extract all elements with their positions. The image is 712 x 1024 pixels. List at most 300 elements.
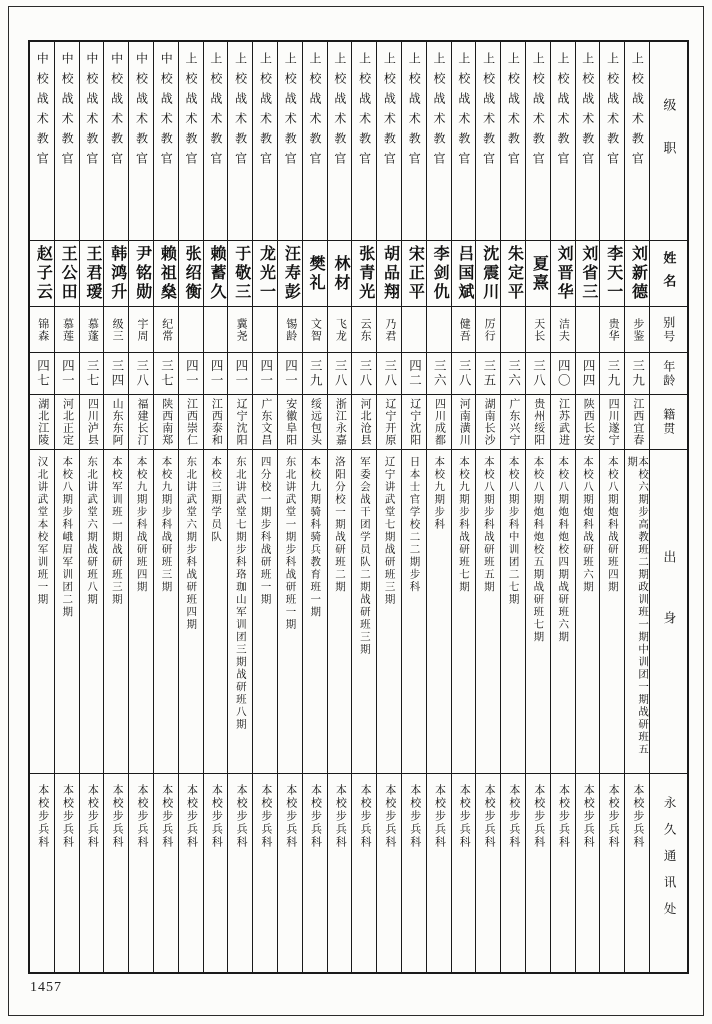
alias-text: 飞龙 — [334, 317, 347, 342]
header-name-label: 姓名 — [661, 250, 677, 297]
origin-text: 四分校一期步科战研班一期 — [259, 456, 271, 606]
address-cell — [129, 773, 153, 972]
alias-cell — [427, 306, 451, 352]
origin-text: 本校八期炮科炮校五期战研班七期 — [532, 456, 544, 644]
address-cell — [352, 773, 376, 972]
name-cell — [104, 240, 128, 306]
native-place-cell — [253, 394, 277, 449]
person-column — [550, 42, 575, 972]
origin-text: 本校九期步科战研班三期 — [160, 456, 172, 594]
person-column — [153, 42, 178, 972]
origin-text: 汉北讲武堂本校军训班一期 — [36, 456, 48, 606]
person-column — [451, 42, 476, 972]
header-name-cell — [650, 240, 687, 306]
origin-cell — [278, 449, 302, 773]
alias-cell — [551, 306, 575, 352]
alias-cell — [526, 306, 550, 352]
alias-text: 冀尧 — [235, 317, 248, 342]
person-name: 李天一 — [604, 245, 622, 302]
native-place-text: 贵州绥阳 — [532, 398, 545, 446]
header-address-label: 永久通讯处 — [662, 796, 677, 929]
age-cell — [204, 352, 228, 394]
age-text: 三八 — [333, 359, 348, 388]
origin-cell — [501, 449, 525, 773]
origin-cell — [402, 449, 426, 773]
rank-cell — [625, 42, 649, 240]
age-text: 四一 — [209, 359, 224, 388]
address-text: 本校步兵科 — [259, 784, 272, 849]
origin-cell — [55, 449, 79, 773]
age-text: 三六 — [432, 359, 447, 388]
header-alias-cell — [650, 306, 687, 352]
alias-cell — [377, 306, 401, 352]
address-text: 本校步兵科 — [235, 784, 248, 849]
age-text: 四〇 — [556, 359, 571, 388]
rank-cell — [576, 42, 600, 240]
header-address-cell — [650, 773, 687, 972]
native-place-cell — [427, 394, 451, 449]
address-cell — [204, 773, 228, 972]
origin-text: 本校九期步科战研班七期 — [458, 456, 470, 594]
address-cell — [179, 773, 203, 972]
name-cell — [278, 240, 302, 306]
rank-text: 上校战术教官 — [432, 52, 447, 172]
origin-cell — [328, 449, 352, 773]
native-place-cell — [30, 394, 54, 449]
age-cell — [377, 352, 401, 394]
native-place-cell — [526, 394, 550, 449]
rank-text: 上校战术教官 — [283, 52, 298, 172]
address-text: 本校步兵科 — [61, 784, 74, 849]
rank-cell — [501, 42, 525, 240]
header-origin-cell — [650, 449, 687, 773]
age-text: 四四 — [581, 359, 596, 388]
alias-text: 慕蓬 — [86, 317, 99, 342]
person-column — [79, 42, 104, 972]
address-text: 本校步兵科 — [86, 784, 99, 849]
person-column — [624, 42, 649, 972]
person-column — [227, 42, 252, 972]
native-place-text: 陕西南郑 — [160, 398, 173, 446]
address-text: 本校步兵科 — [36, 784, 49, 849]
native-place-text: 河南潢川 — [458, 398, 471, 446]
age-cell — [179, 352, 203, 394]
address-cell — [452, 773, 476, 972]
rank-cell — [228, 42, 252, 240]
native-place-cell — [476, 394, 500, 449]
alias-cell — [576, 306, 600, 352]
address-cell — [30, 773, 54, 972]
name-cell — [154, 240, 178, 306]
person-column — [376, 42, 401, 972]
name-cell — [377, 240, 401, 306]
person-name: 沈震川 — [480, 245, 498, 302]
name-cell — [204, 240, 228, 306]
origin-cell — [204, 449, 228, 773]
native-place-cell — [600, 394, 624, 449]
alias-text: 慕莲 — [61, 317, 74, 342]
rank-text: 上校战术教官 — [308, 52, 323, 172]
address-text: 本校步兵科 — [483, 784, 496, 849]
address-text: 本校步兵科 — [210, 784, 223, 849]
header-age-cell — [650, 352, 687, 394]
person-name: 于敬三 — [232, 245, 250, 302]
name-cell — [625, 240, 649, 306]
rank-cell — [278, 42, 302, 240]
age-cell — [476, 352, 500, 394]
alias-text: 洁夫 — [557, 317, 570, 342]
origin-cell — [228, 449, 252, 773]
person-name: 刘晋华 — [555, 245, 573, 302]
rank-text: 上校战术教官 — [580, 52, 595, 172]
address-text: 本校步兵科 — [359, 784, 372, 849]
native-place-text: 陕西长安 — [582, 398, 595, 446]
origin-text: 本校九期步科 — [433, 456, 445, 531]
address-text: 本校步兵科 — [631, 784, 644, 849]
register-table — [28, 40, 689, 974]
native-place-cell — [204, 394, 228, 449]
alias-cell — [204, 306, 228, 352]
age-cell — [154, 352, 178, 394]
address-text: 本校步兵科 — [383, 784, 396, 849]
person-column — [401, 42, 426, 972]
origin-text: 本校八期炮科炮校四期战研班六期 — [557, 456, 569, 644]
native-place-cell — [352, 394, 376, 449]
age-cell — [80, 352, 104, 394]
rank-cell — [402, 42, 426, 240]
native-place-text: 安徽阜阳 — [284, 398, 297, 446]
age-cell — [625, 352, 649, 394]
age-text: 三九 — [605, 359, 620, 388]
address-text: 本校步兵科 — [284, 784, 297, 849]
person-column — [30, 42, 54, 972]
rank-text: 上校战术教官 — [605, 52, 620, 172]
alias-text: 步鉴 — [631, 317, 644, 342]
native-place-text: 福建长汀 — [135, 398, 148, 446]
address-cell — [576, 773, 600, 972]
age-cell — [253, 352, 277, 394]
rank-cell — [526, 42, 550, 240]
alias-cell — [452, 306, 476, 352]
name-cell — [551, 240, 575, 306]
age-text: 四二 — [407, 359, 422, 388]
person-name: 赖祖燊 — [158, 245, 176, 302]
rank-text: 上校战术教官 — [506, 52, 521, 172]
age-text: 四一 — [258, 359, 273, 388]
person-name: 赵子云 — [34, 245, 52, 302]
origin-text: 本校军训班一期战研班三期 — [110, 456, 122, 606]
age-cell — [278, 352, 302, 394]
name-cell — [80, 240, 104, 306]
person-column — [327, 42, 352, 972]
name-cell — [55, 240, 79, 306]
rank-cell — [55, 42, 79, 240]
address-cell — [625, 773, 649, 972]
rank-cell — [80, 42, 104, 240]
native-place-text: 江苏武进 — [557, 398, 570, 446]
native-place-cell — [278, 394, 302, 449]
origin-cell — [427, 449, 451, 773]
rank-text: 上校战术教官 — [531, 52, 546, 172]
native-place-text: 浙江永嘉 — [334, 398, 347, 446]
person-column — [500, 42, 525, 972]
address-text: 本校步兵科 — [557, 784, 570, 849]
native-place-text: 湖北江陵 — [36, 398, 49, 446]
alias-cell — [278, 306, 302, 352]
address-text: 本校步兵科 — [582, 784, 595, 849]
age-text: 三八 — [134, 359, 149, 388]
rank-text: 上校战术教官 — [556, 52, 570, 172]
person-name: 胡品翔 — [381, 245, 399, 302]
origin-text: 日本士官学校二二期步科 — [408, 456, 420, 594]
address-cell — [303, 773, 327, 972]
origin-cell — [154, 449, 178, 773]
native-place-cell — [402, 394, 426, 449]
native-place-text: 四川遂宁 — [607, 398, 620, 446]
address-cell — [228, 773, 252, 972]
rank-cell — [377, 42, 401, 240]
native-place-cell — [625, 394, 649, 449]
rank-text: 中校战术教官 — [109, 52, 124, 172]
rank-text: 上校战术教官 — [332, 52, 347, 172]
age-text: 四一 — [283, 359, 298, 388]
name-cell — [526, 240, 550, 306]
person-name: 朱定平 — [505, 245, 523, 302]
rank-text: 中校战术教官 — [35, 52, 50, 172]
rank-text: 中校战术教官 — [84, 52, 99, 172]
native-place-text: 辽宁沈阳 — [235, 398, 248, 446]
rank-cell — [204, 42, 228, 240]
native-place-cell — [303, 394, 327, 449]
rank-cell — [476, 42, 500, 240]
origin-text: 东北讲武堂六期战研班八期 — [86, 456, 98, 606]
alias-text: 级三 — [111, 317, 124, 342]
alias-cell — [104, 306, 128, 352]
alias-cell — [55, 306, 79, 352]
origin-text: 辽宁讲武堂七期战研班三期 — [383, 456, 395, 606]
person-name: 韩鸿升 — [108, 245, 126, 302]
name-cell — [427, 240, 451, 306]
origin-cell — [30, 449, 54, 773]
header-native-place-label: 籍贯 — [661, 408, 676, 436]
age-cell — [526, 352, 550, 394]
rank-cell — [600, 42, 624, 240]
rank-cell — [104, 42, 128, 240]
origin-cell — [303, 449, 327, 773]
person-column — [252, 42, 277, 972]
address-cell — [476, 773, 500, 972]
rank-cell — [551, 42, 575, 240]
person-column — [475, 42, 500, 972]
alias-text: 锦森 — [36, 317, 49, 342]
address-text: 本校步兵科 — [111, 784, 124, 849]
alias-cell — [402, 306, 426, 352]
person-name: 王公田 — [59, 245, 77, 302]
alias-text: 宇周 — [135, 317, 148, 342]
age-text: 三八 — [382, 359, 397, 388]
alias-cell — [303, 306, 327, 352]
origin-text: 本校三期学员队 — [210, 456, 222, 544]
address-cell — [551, 773, 575, 972]
origin-cell — [526, 449, 550, 773]
rank-text: 上校战术教官 — [208, 52, 223, 172]
origin-cell — [129, 449, 153, 773]
origin-text: 洛阳分校一期战研班二期 — [334, 456, 346, 594]
address-cell — [104, 773, 128, 972]
origin-text: 军委会战干团学员队二期战研班三期 — [358, 456, 370, 656]
origin-text: 东北讲武堂七期步科珞珈山军训团三期战研班八期 — [234, 456, 246, 731]
alias-cell — [253, 306, 277, 352]
header-origin-label: 出身 — [661, 550, 677, 672]
rank-text: 上校战术教官 — [456, 52, 471, 172]
alias-text: 乃君 — [383, 317, 396, 342]
alias-text: 文智 — [309, 317, 322, 342]
origin-cell — [80, 449, 104, 773]
address-text: 本校步兵科 — [458, 784, 471, 849]
name-cell — [30, 240, 54, 306]
alias-text: 厉行 — [483, 317, 496, 342]
age-text: 三八 — [357, 359, 372, 388]
age-cell — [551, 352, 575, 394]
page-number: 1457 — [30, 980, 62, 995]
row-label-column — [649, 42, 687, 972]
age-text: 三七 — [159, 359, 174, 388]
alias-text: 锡龄 — [284, 317, 297, 342]
alias-cell — [154, 306, 178, 352]
rank-cell — [352, 42, 376, 240]
age-text: 四七 — [35, 359, 50, 388]
person-name: 刘新德 — [629, 245, 647, 302]
native-place-text: 四川泸县 — [86, 398, 99, 446]
address-text: 本校步兵科 — [135, 784, 148, 849]
person-column — [351, 42, 376, 972]
native-place-cell — [551, 394, 575, 449]
alias-cell — [129, 306, 153, 352]
address-text: 本校步兵科 — [309, 784, 322, 849]
age-text: 四一 — [184, 359, 199, 388]
alias-text: 云东 — [359, 317, 372, 342]
rank-text: 中校战术教官 — [159, 52, 174, 172]
person-column — [54, 42, 79, 972]
origin-text: 东北讲武堂一期步科战研班一期 — [284, 456, 296, 631]
alias-cell — [179, 306, 203, 352]
native-place-cell — [576, 394, 600, 449]
origin-text: 本校八期炮科战研班四期 — [606, 456, 618, 594]
alias-cell — [625, 306, 649, 352]
name-cell — [402, 240, 426, 306]
address-text: 本校步兵科 — [607, 784, 620, 849]
origin-text: 东北讲武堂六期步科战研班四期 — [185, 456, 197, 631]
alias-cell — [600, 306, 624, 352]
native-place-text: 江西崇仁 — [185, 398, 198, 446]
address-cell — [154, 773, 178, 972]
address-text: 本校步兵科 — [507, 784, 520, 849]
age-text: 三八 — [457, 359, 472, 388]
age-cell — [228, 352, 252, 394]
alias-cell — [476, 306, 500, 352]
alias-cell — [228, 306, 252, 352]
person-name: 宋正平 — [406, 245, 424, 302]
person-columns — [30, 42, 649, 972]
age-cell — [452, 352, 476, 394]
rank-text: 上校战术教官 — [630, 52, 645, 172]
person-name: 夏熹 — [530, 254, 548, 293]
alias-text: 纪常 — [160, 317, 173, 342]
header-rank-label: 级职 — [661, 98, 677, 184]
origin-text: 本校九期骑科骑兵教育班一期 — [309, 456, 321, 619]
name-cell — [303, 240, 327, 306]
origin-cell — [104, 449, 128, 773]
person-column — [103, 42, 128, 972]
address-text: 本校步兵科 — [433, 784, 446, 849]
origin-cell — [476, 449, 500, 773]
name-cell — [179, 240, 203, 306]
address-cell — [377, 773, 401, 972]
address-text: 本校步兵科 — [160, 784, 173, 849]
age-cell — [30, 352, 54, 394]
age-text: 三六 — [506, 359, 521, 388]
native-place-text: 河北沧县 — [359, 398, 372, 446]
address-cell — [600, 773, 624, 972]
person-column — [128, 42, 153, 972]
origin-cell — [179, 449, 203, 773]
native-place-cell — [452, 394, 476, 449]
alias-cell — [501, 306, 525, 352]
person-column — [302, 42, 327, 972]
name-cell — [352, 240, 376, 306]
native-place-text: 江西宜春 — [631, 398, 644, 446]
person-name: 王君瑷 — [83, 245, 101, 302]
native-place-cell — [501, 394, 525, 449]
age-cell — [427, 352, 451, 394]
age-cell — [576, 352, 600, 394]
rank-text: 上校战术教官 — [481, 52, 496, 172]
origin-cell — [551, 449, 575, 773]
age-text: 三四 — [109, 359, 124, 388]
age-text: 四一 — [60, 359, 75, 388]
address-cell — [55, 773, 79, 972]
native-place-text: 山东东阿 — [111, 398, 124, 446]
header-alias-label: 别号 — [661, 315, 676, 344]
alias-cell — [80, 306, 104, 352]
age-text: 三八 — [531, 359, 546, 388]
origin-cell — [452, 449, 476, 773]
age-cell — [328, 352, 352, 394]
age-text: 四一 — [233, 359, 248, 388]
name-cell — [501, 240, 525, 306]
rank-text: 中校战术教官 — [134, 52, 149, 172]
age-cell — [55, 352, 79, 394]
rank-cell — [129, 42, 153, 240]
person-column — [178, 42, 203, 972]
rank-cell — [253, 42, 277, 240]
person-name: 樊礼 — [307, 254, 325, 293]
header-rank-cell — [650, 42, 687, 240]
rank-cell — [303, 42, 327, 240]
header-native-place-cell — [650, 394, 687, 449]
native-place-cell — [129, 394, 153, 449]
native-place-cell — [228, 394, 252, 449]
native-place-text: 河北正定 — [61, 398, 74, 446]
person-name: 龙光一 — [257, 245, 275, 302]
person-column — [575, 42, 600, 972]
rank-text: 上校战术教官 — [258, 52, 273, 172]
origin-cell — [625, 449, 649, 773]
age-cell — [402, 352, 426, 394]
rank-text: 上校战术教官 — [382, 52, 397, 172]
native-place-text: 江西泰和 — [210, 398, 223, 446]
origin-cell — [253, 449, 277, 773]
